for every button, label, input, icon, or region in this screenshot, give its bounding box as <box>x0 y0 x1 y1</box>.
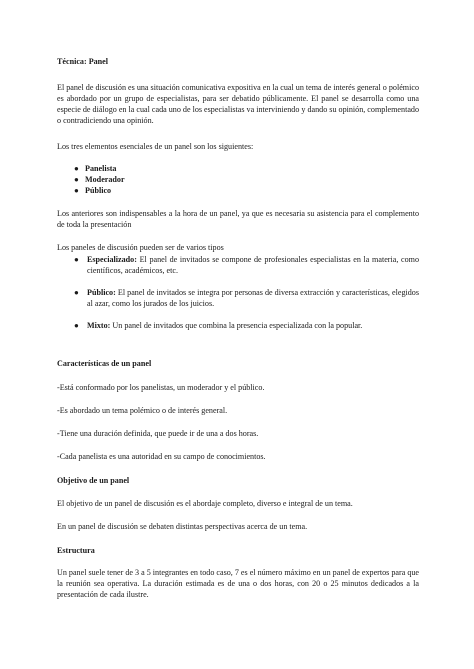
types-intro: Los paneles de discusión pueden ser de varios tipos <box>57 243 224 252</box>
characteristic-item: -Es abordado un tema polémico o de interés general. <box>57 406 228 415</box>
bullet-icon: ● <box>74 288 79 297</box>
list-item: ● Especializado: El panel de invitados se compone de profesionales especialistas en la materia, como científicos, académicos, etc. <box>74 255 419 275</box>
characteristics-heading: Características de un panel <box>57 359 152 368</box>
bullet-icon: ● <box>74 321 79 330</box>
bullet-icon: ● <box>74 175 79 184</box>
list-item: ● Moderador <box>74 175 125 184</box>
list-item: ● Panelista <box>74 164 117 173</box>
elements-list <box>57 163 419 196</box>
structure-paragraph: Un panel suele tener de 3 a 5 integrantes en todo caso, 7 es el número máximo en un panel de expertos para que la reunión sea operativa. La duración estimada es de una o dos horas, con 20 o 25 minutos dedicados a la presentación de cada ilustre. <box>57 568 419 599</box>
elements-intro: Los tres elementos esenciales de un panel son los siguientes: <box>57 142 254 151</box>
bullet-icon: ● <box>74 164 79 173</box>
characteristic-item: -Cada panelista es una autoridad en su campo de conocimientos. <box>57 452 266 461</box>
types-list <box>57 254 419 342</box>
list-item: ● Público: El panel de invitados se integra por personas de diversa extracción y características, elegidos al azar, como los jurados de los juicios. <box>74 288 419 308</box>
elements-note: Los anteriores son indispensables a la hora de un panel, ya que es necesaria su asistencia para el complemento de toda la presentación <box>57 209 419 229</box>
objective-paragraph: En un panel de discusión se debaten distintas perspectivas acerca de un tema. <box>57 522 308 531</box>
bullet-icon: ● <box>74 186 79 195</box>
document-title: Técnica: Panel <box>57 57 109 66</box>
list-item: ● Público <box>74 186 112 195</box>
list-item: ● Mixto: Un panel de invitados que combina la presencia especializada con la popular. <box>74 321 363 330</box>
objective-paragraph: El objetivo de un panel de discusión es el abordaje completo, diverso e integral de un tema. <box>57 499 353 508</box>
bullet-icon: ● <box>74 255 79 264</box>
structure-heading: Estructura <box>57 546 95 555</box>
objective-heading: Objetivo de un panel <box>57 476 130 485</box>
characteristic-item: -Está conformado por los panelistas, un moderador y el público. <box>57 383 265 392</box>
intro-paragraph: El panel de discusión es una situación comunicativa expositiva en la cual un tema de interés general o polémico es abordado por un grupo de especialistas, para ser debatido públicamente. El panel se desarrolla como una especie de diálogo en la cual cada uno de los especialistas va interviniendo y dando su opinión, complementado o contradiciendo una opinión. <box>57 83 419 125</box>
characteristic-item: -Tiene una duración definida, que puede ir de una a dos horas. <box>57 429 259 438</box>
